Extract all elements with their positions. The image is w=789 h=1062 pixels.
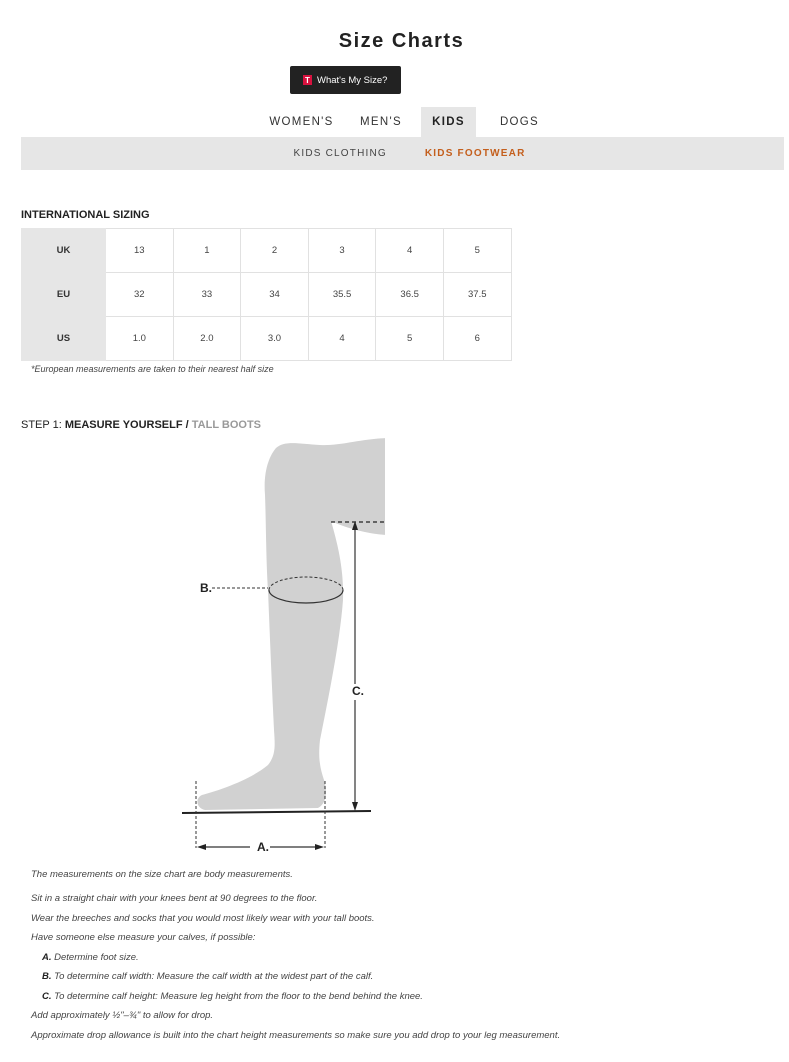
table-row-us <box>22 317 512 361</box>
sub-tab-kids-clothing[interactable]: KIDS CLOTHING <box>293 148 387 159</box>
drop-note: Add approximately ½"–¾" to allow for drop. <box>31 1010 214 1021</box>
diagram-label-a: A. <box>257 840 269 854</box>
table-cell: 6 <box>443 317 511 361</box>
instruction-line: Wear the breeches and socks that you would most likely wear with your tall boots. <box>31 912 375 924</box>
table-cell: 3.0 <box>241 317 309 361</box>
table-cell: 5 <box>443 229 511 273</box>
diagram-label-c: C. <box>352 684 364 698</box>
table-cell: 32 <box>106 273 174 317</box>
instructions-intro: The measurements on the size chart are body measurements. <box>31 869 293 880</box>
instruction-step-a <box>31 952 771 972</box>
leg-silhouette-icon <box>175 432 385 862</box>
diagram-label-b: B. <box>200 581 212 595</box>
table-cell: 5 <box>376 317 444 361</box>
table-cell: 1 <box>173 229 241 273</box>
step-heading <box>21 419 261 431</box>
table-cell: 3 <box>308 229 376 273</box>
step-text: To determine calf width: Measure the calf width at the widest part of the calf. <box>54 971 374 982</box>
step-text: Determine foot size. <box>54 951 139 963</box>
whats-my-size-label: What's My Size? <box>317 74 388 86</box>
table-cell: 33 <box>173 273 241 317</box>
whats-my-size-button[interactable] <box>290 66 401 94</box>
main-tabs <box>0 107 789 137</box>
table-cell: 13 <box>106 229 174 273</box>
step-key: C. <box>42 990 52 1002</box>
brand-logo-icon: T <box>303 75 312 85</box>
step-text: To determine calf height: Measure leg height from the floor to the bend behind the knee. <box>54 990 423 1002</box>
table-cell: 34 <box>241 273 309 317</box>
tab-dogs[interactable]: DOGS <box>499 116 540 128</box>
table-cell: 36.5 <box>376 273 444 317</box>
instruction-step-b <box>31 971 771 991</box>
step-prefix: STEP 1: <box>21 419 62 431</box>
table-cell: 2.0 <box>173 317 241 361</box>
page-title: Size Charts <box>338 30 465 52</box>
instruction-step-c <box>31 991 771 1011</box>
table-row-uk <box>22 229 512 273</box>
instruction-line: Have someone else measure your calves, if possible: <box>31 932 256 943</box>
table-cell: 4 <box>308 317 376 361</box>
international-sizing-heading: INTERNATIONAL SIZING <box>21 209 150 221</box>
row-header: EU <box>22 273 106 317</box>
measurement-instructions <box>31 869 771 1049</box>
tab-kids[interactable]: KIDS <box>421 107 476 137</box>
international-sizing-table <box>21 228 512 361</box>
table-cell: 37.5 <box>443 273 511 317</box>
instruction-line: Sit in a straight chair with your knees bent at 90 degrees to the floor. <box>31 893 318 904</box>
step-key: A. <box>42 951 52 963</box>
sizing-footnote: *European measurements are taken to their nearest half size <box>31 364 274 374</box>
sub-tab-kids-footwear[interactable]: KIDS FOOTWEAR <box>424 148 526 159</box>
table-cell: 1.0 <box>106 317 174 361</box>
table-row-eu <box>22 273 512 317</box>
step-key: B. <box>42 971 52 982</box>
row-header: US <box>22 317 106 361</box>
leg-measurement-diagram <box>175 432 385 862</box>
table-cell: 2 <box>241 229 309 273</box>
sub-nav <box>21 137 784 170</box>
row-header: UK <box>22 229 106 273</box>
tab-womens[interactable]: WOMEN'S <box>269 116 334 128</box>
table-cell: 4 <box>376 229 444 273</box>
table-cell: 35.5 <box>308 273 376 317</box>
step-subtitle: TALL BOOTS <box>191 419 262 431</box>
tab-mens[interactable]: MEN'S <box>360 116 402 128</box>
drop-allowance-note: Approximate drop allowance is built into the chart height measurements so make sure you add drop to your leg measurement. <box>31 1029 561 1041</box>
step-title: MEASURE YOURSELF / <box>64 419 189 431</box>
